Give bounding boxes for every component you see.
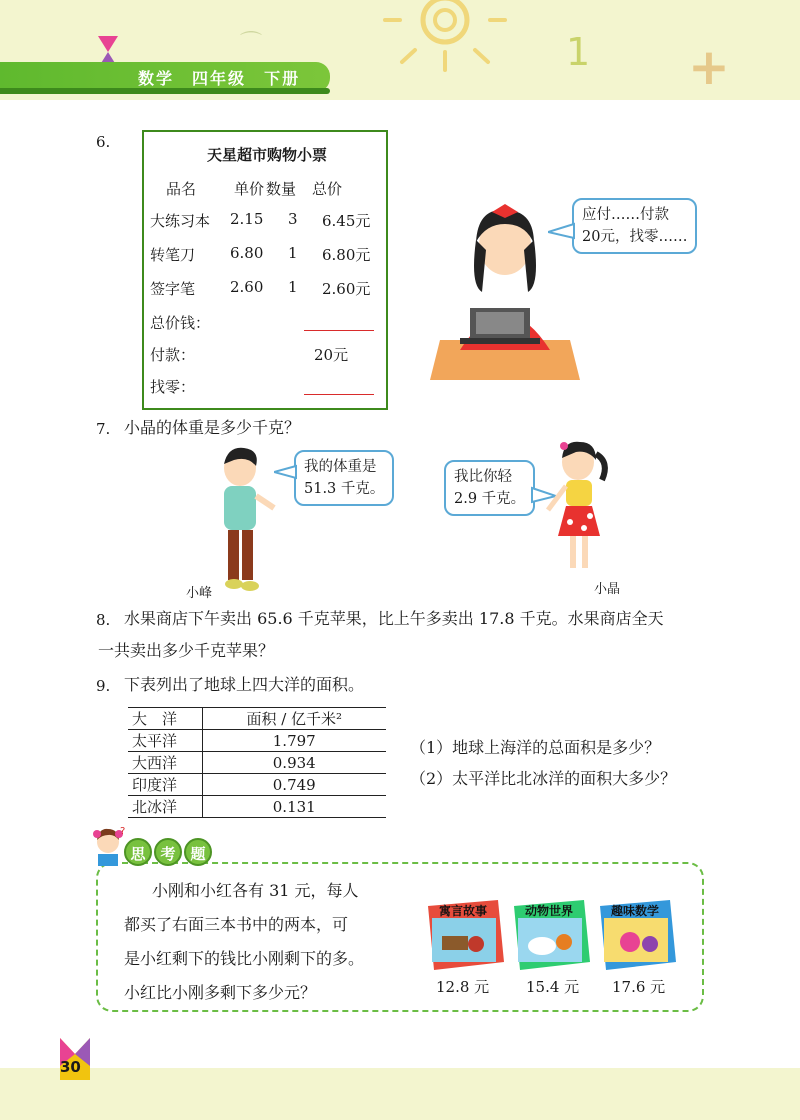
receipt-header-qty: 数量 (266, 180, 297, 198)
boy-speech-bubble (294, 450, 394, 506)
question-8-line1: 水果商店下午卖出 65.6 千克苹果，比上午多卖出 17.8 千克。水果商店全天 (124, 609, 664, 628)
receipt-item-qty: 3 (288, 210, 298, 228)
book-price: 17.6 元 (612, 978, 666, 996)
cashier-speech-line1: 应付……付款 (582, 207, 669, 223)
receipt-total-label: 总价钱： (150, 314, 211, 332)
cashier-speech-bubble (572, 198, 697, 254)
receipt-item-price: 2.15 (230, 210, 264, 228)
book-title: 寓言故事 (438, 904, 487, 918)
receipt-item-name: 大练习本 (150, 212, 211, 230)
table-cell-area: 0.749 (272, 775, 316, 794)
table-row (128, 730, 386, 752)
question-9-number: 9. (96, 677, 111, 695)
svg-text:?: ? (120, 826, 126, 837)
boy-name-label: 小峰 (186, 586, 213, 601)
book-title: 趣味数学 (610, 904, 659, 918)
girl-reading-icon (90, 826, 126, 870)
think-line2: 都买了右面三本书中的两本，可 (124, 915, 349, 934)
receipt-item-name: 转笔刀 (150, 246, 196, 264)
receipt-title: 天星超市购物小票 (206, 146, 327, 164)
table-cell-ocean: 印度洋 (128, 774, 202, 796)
ocean-area-table (128, 707, 386, 818)
receipt-paid-value: 20元 (314, 346, 349, 364)
think-line4: 小红比小刚多剩下多少元？ (124, 983, 317, 1002)
receipt-item-price: 6.80 (230, 244, 264, 262)
girl-speech-line2: 2.9 千克。 (454, 491, 526, 507)
think-line1: 小刚和小红各有 31 元，每人 (152, 881, 359, 900)
book-animals (514, 900, 592, 972)
thinking-question-badge (124, 838, 212, 866)
receipt-item-qty: 1 (288, 244, 298, 262)
receipt-item-total: 2.60元 (322, 280, 371, 298)
book-title: 动物世界 (524, 904, 573, 918)
question-7-text: 小晶的体重是多少千克？ (124, 418, 301, 437)
doodle-decoration: ⌒ (240, 31, 263, 56)
table-cell-area: 0.131 (272, 797, 316, 816)
bottom-decoration-band (0, 1068, 800, 1120)
receipt-item-total: 6.45元 (322, 212, 371, 230)
number-one-decoration: 1 (566, 30, 591, 74)
receipt-header-name: 品名 (166, 180, 197, 198)
sun-decoration-icon (380, 0, 510, 80)
table-row (128, 774, 386, 796)
table-row (128, 752, 386, 774)
change-answer-blank (304, 394, 374, 395)
receipt-header-total: 总价 (312, 180, 343, 198)
girl-xiaojing-illustration (540, 436, 620, 580)
table-header-row (128, 708, 386, 730)
question-9-intro: 下表列出了地球上四大洋的面积。 (124, 675, 365, 694)
book-fables (428, 900, 506, 972)
table-cell-ocean: 大西洋 (128, 752, 202, 774)
badge-char: 考 (154, 838, 182, 866)
boy-xiaofeng-illustration (208, 446, 278, 596)
plus-decoration: + (688, 38, 730, 96)
question-7-number: 7. (96, 420, 111, 438)
think-line3: 是小红剩下的钱比小刚剩下的多。 (124, 949, 365, 968)
receipt-item-price: 2.60 (230, 278, 264, 296)
book-price: 12.8 元 (436, 978, 490, 996)
table-cell-area: 0.934 (272, 753, 316, 772)
total-answer-blank (304, 330, 374, 331)
table-header-area: 面积 / 亿千米² (246, 710, 343, 728)
question-6-number: 6. (96, 133, 111, 151)
shopping-receipt (142, 130, 388, 410)
receipt-change-label: 找零： (150, 378, 196, 396)
book-price: 15.4 元 (526, 978, 580, 996)
receipt-item-name: 签字笔 (150, 280, 196, 298)
receipt-item-total: 6.80元 (322, 246, 371, 264)
girl-name-label: 小晶 (594, 582, 621, 597)
table-cell-ocean: 太平洋 (128, 730, 202, 752)
speech-tail-icon (274, 464, 298, 480)
book-header-title: 数学 四年级 下册 (138, 69, 301, 88)
question-8-line2: 一共卖出多少千克苹果？ (98, 641, 275, 660)
receipt-paid-label: 付款： (150, 346, 196, 364)
receipt-item-qty: 1 (288, 278, 298, 296)
receipt-header-price: 单价 (234, 180, 265, 198)
badge-char: 题 (184, 838, 212, 866)
table-cell-ocean: 北冰洋 (128, 796, 202, 818)
question-9-sub2: （2）太平洋比北冰洋的面积大多少？ (410, 769, 677, 788)
question-8-number: 8. (96, 611, 111, 629)
page-number: 30 (60, 1058, 81, 1076)
girl-speech-bubble (444, 460, 535, 516)
speech-tail-icon (548, 222, 576, 242)
table-row (128, 796, 386, 818)
book-fun-math (600, 900, 678, 972)
boy-speech-line2: 51.3 千克。 (304, 481, 385, 497)
badge-char: 思 (124, 838, 152, 866)
girl-speech-line1: 我比你轻 (454, 469, 512, 485)
question-9-sub1: （1）地球上海洋的总面积是多少？ (410, 738, 661, 757)
table-cell-area: 1.797 (272, 731, 316, 750)
cashier-speech-line2: 20元，找零…… (582, 229, 688, 245)
boy-speech-line1: 我的体重是 (304, 459, 377, 475)
table-header-ocean: 大 洋 (128, 708, 202, 730)
